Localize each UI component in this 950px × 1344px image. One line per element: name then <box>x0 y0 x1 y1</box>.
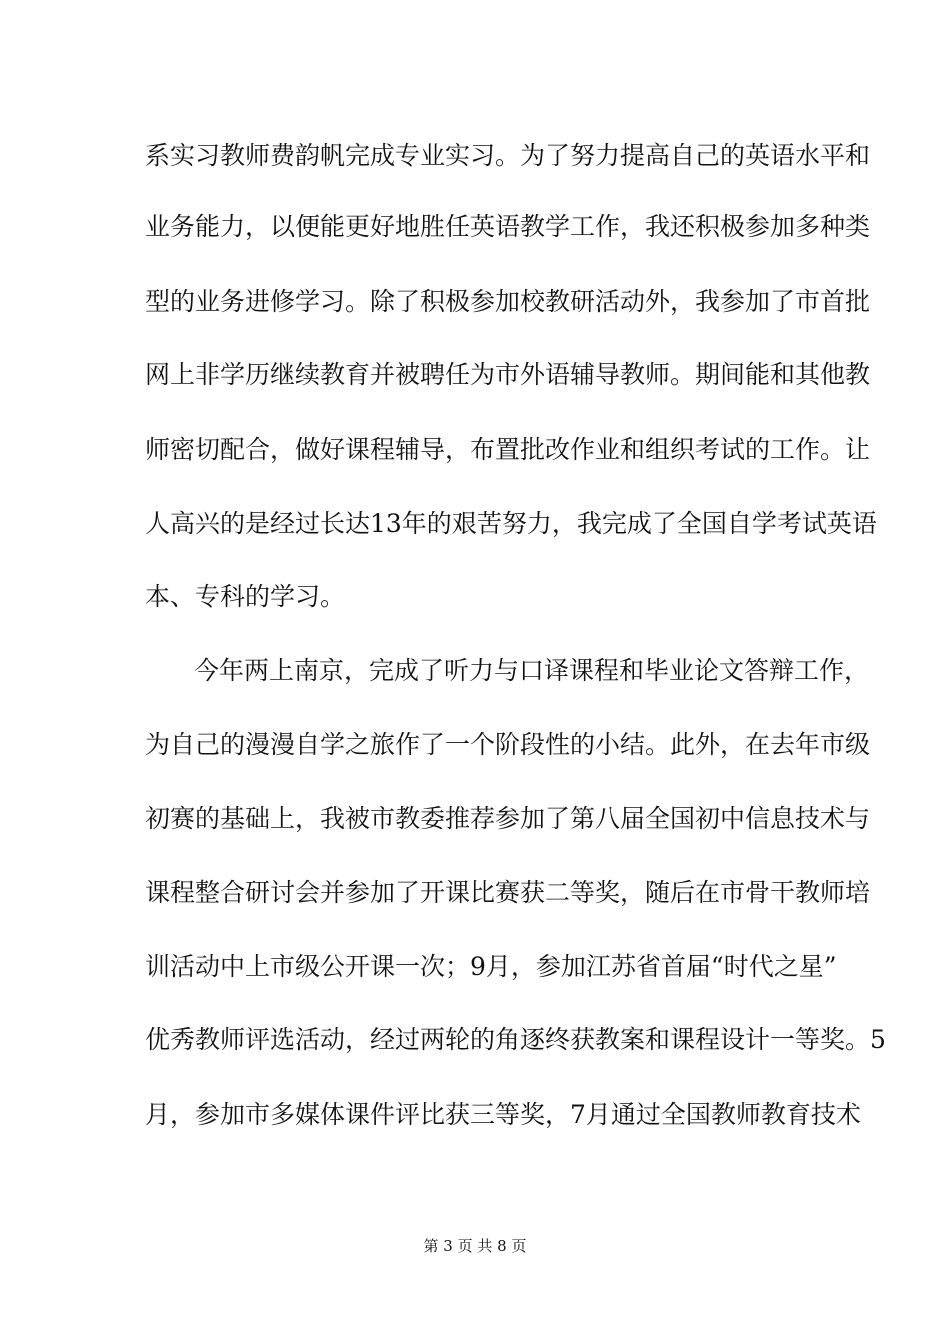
body-line: 初赛的基础上，我被市教委推荐参加了第八届全国初中信息技术与 <box>145 804 871 833</box>
body-line: 课程整合研讨会并参加了开课比赛获二等奖，随后在市骨干教师培 <box>145 878 871 907</box>
body-line: 月，参加市多媒体课件评比获三等奖，7月通过全国教师教育技术 <box>145 1100 861 1129</box>
body-line: 优秀教师评选活动，经过两轮的角逐终获教案和课程设计一等奖。5 <box>145 1025 886 1054</box>
body-line: 系实习教师费韵帆完成专业实习。为了努力提高自己的英语水平和 <box>145 141 871 170</box>
body-line: 师密切配合，做好课程辅导，布置批改作业和组织考试的工作。让 <box>145 435 871 464</box>
body-line: 训活动中上市级公开课一次；9月，参加江苏省首届“时代之星” <box>145 952 837 981</box>
paragraph-first-line: 今年两上南京，完成了听力与口译课程和毕业论文答辩工作， <box>194 656 870 685</box>
body-line: 网上非学历继续教育并被聘任为市外语辅导教师。期间能和其他教 <box>145 360 871 389</box>
body-line: 本、专科的学习。 <box>145 582 346 611</box>
body-line: 为自己的漫漫自学之旅作了一个阶段性的小结。此外，在去年市级 <box>145 730 871 759</box>
body-line: 人高兴的是经过长达13年的艰苦努力，我完成了全国自学考试英语 <box>145 509 877 538</box>
page-number-footer: 第 3 页 共 8 页 <box>423 1237 527 1255</box>
body-line: 型的业务进修学习。除了积极参加校教研活动外，我参加了市首批 <box>145 287 871 316</box>
body-line: 业务能力，以便能更好地胜任英语教学工作，我还积极参加多种类 <box>145 212 871 241</box>
